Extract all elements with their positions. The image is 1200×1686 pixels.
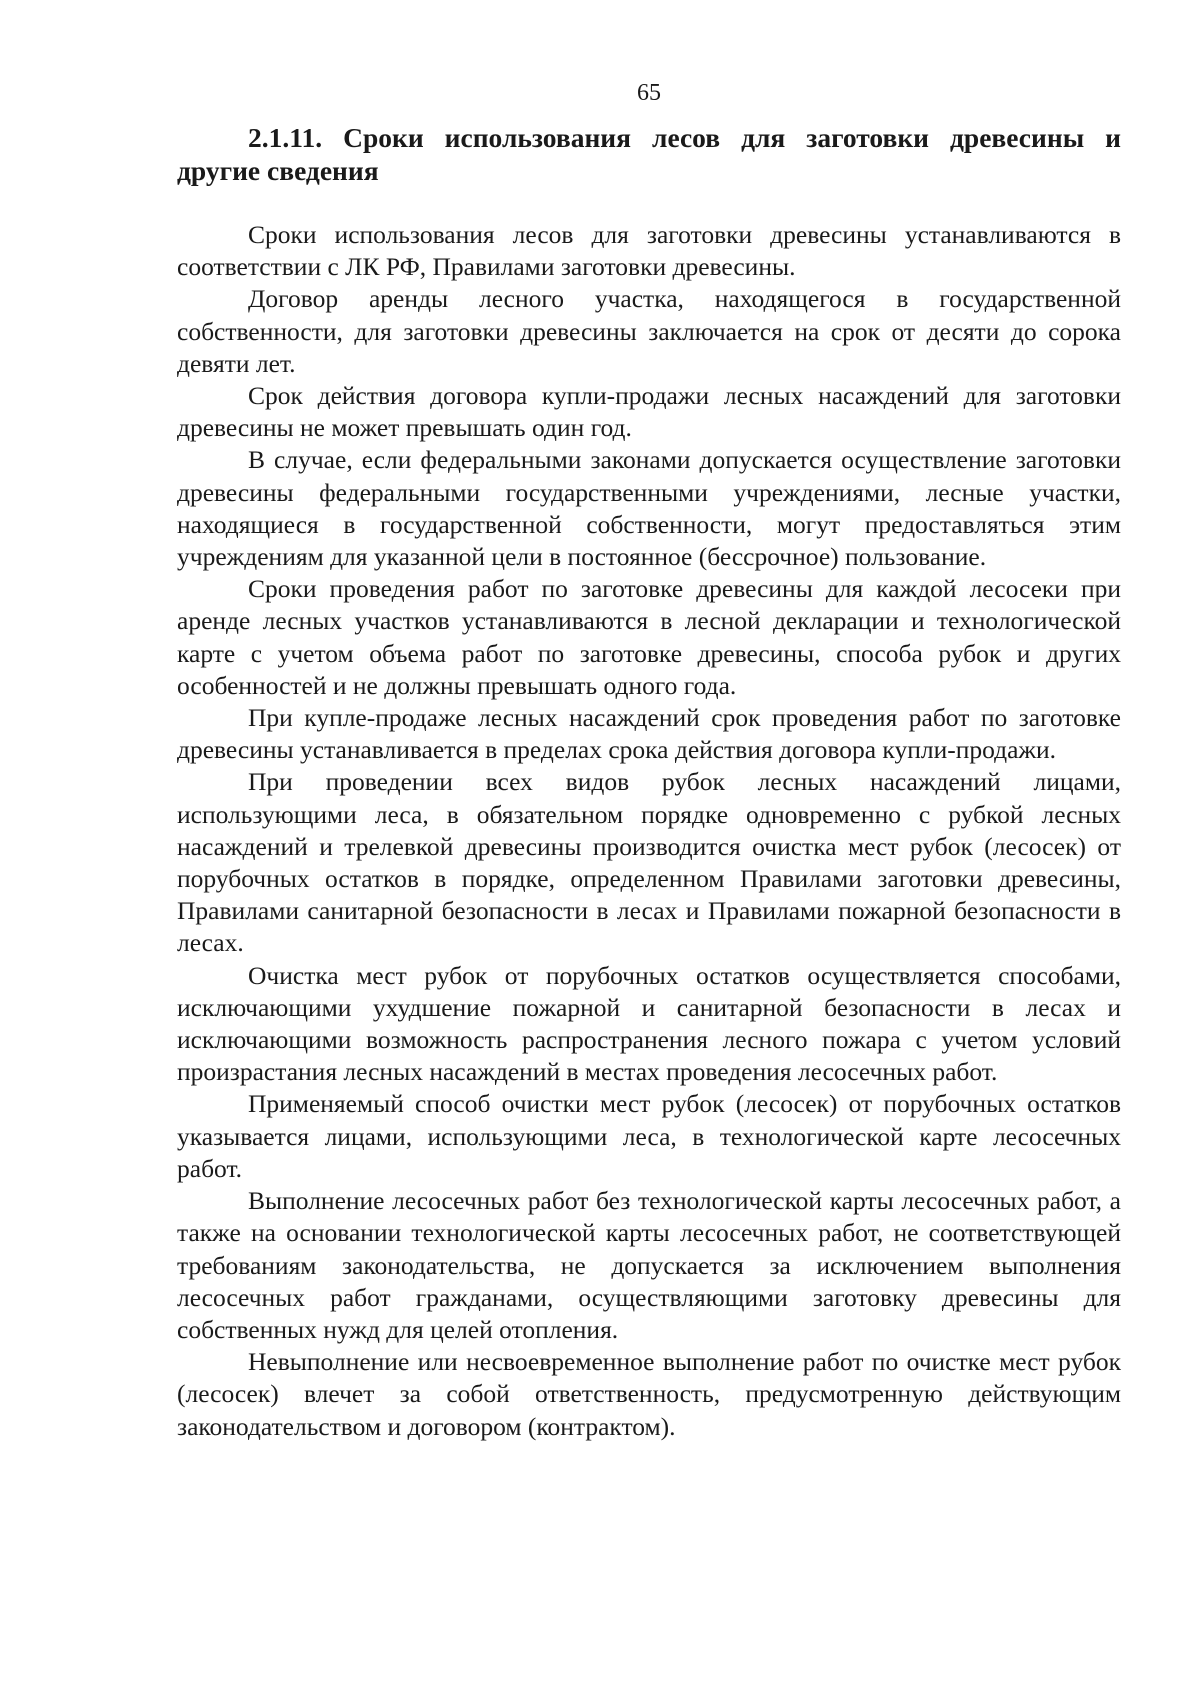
paragraph: В случае, если федеральными законами допускается осуществление заготовки древесины федеральными государственными учреждениями, лесные участки, находящиеся в государственной собственности, могут предоставляться этим учреждениям для указанной цели в постоянное (бессрочное) пользование.	[177, 445, 1121, 572]
paragraph: Применяемый способ очистки мест рубок (лесосек) от порубочных остатков указывается лицами, использующими леса, в технологической карте лесосечных работ.	[177, 1089, 1121, 1183]
paragraph: Срок действия договора купли-продажи лесных насаждений для заготовки древесины не может превышать один год.	[177, 381, 1121, 443]
paragraph: При купле-продаже лесных насаждений срок проведения работ по заготовке древесины устанавливается в пределах срока действия договора купли-продажи.	[177, 703, 1121, 765]
paragraph: Выполнение лесосечных работ без технологической карты лесосечных работ, а также на основании технологической карты лесосечных работ, не соответствующей требованиям законодательства, не допускается за исключением выполнения лесосечных работ гражданами, осуществляющими заготовку древесины для собственных нужд для целей отопления.	[177, 1186, 1121, 1344]
paragraph: Сроки проведения работ по заготовке древесины для каждой лесосеки при аренде лесных участков устанавливаются в лесной декларации и технологической карте с учетом объема работ по заготовке древесины, способа рубок и других особенностей и не должны превышать одного года.	[177, 574, 1121, 700]
section-title	[177, 121, 1121, 187]
paragraph: Очистка мест рубок от порубочных остатков осуществляется способами, исключающими ухудшение пожарной и санитарной безопасности в лесах и исключающими возможность распространения лесного пожара с учетом условий произрастания лесных насаждений в местах проведения лесосечных работ.	[177, 960, 1121, 1087]
paragraph: Сроки использования лесов для заготовки древесины устанавливаются в соответствии с ЛК РФ, Правилами заготовки древесины.	[177, 220, 1121, 282]
section-title-line-2: другие сведения	[177, 155, 379, 186]
paragraph: При проведении всех видов рубок лесных насаждений лицами, использующими леса, в обязательном порядке одновременно с рубкой лесных насаждений и трелевкой древесины производится очистка мест рубок (лесосек) от порубочных остатков в порядке, определенном Правилами заготовки древесины, Правилами санитарной безопасности в лесах и Правилами пожарной безопасности в лесах.	[177, 767, 1121, 958]
paragraph: Договор аренды лесного участка, находящегося в государственной собственности, для заготовки древесины заключается на срок от десяти до сорока девяти лет.	[177, 284, 1121, 378]
page-number: 65	[637, 80, 661, 106]
paragraph: Невыполнение или несвоевременное выполнение работ по очистке мест рубок (лесосек) влечет за собой ответственность, предусмотренную действующим законодательством и договором (контрактом).	[177, 1347, 1121, 1441]
section-title-line-1: 2.1.11. Сроки использования лесов для заготовки древесины и	[248, 122, 1121, 153]
document-body	[177, 219, 1121, 1443]
